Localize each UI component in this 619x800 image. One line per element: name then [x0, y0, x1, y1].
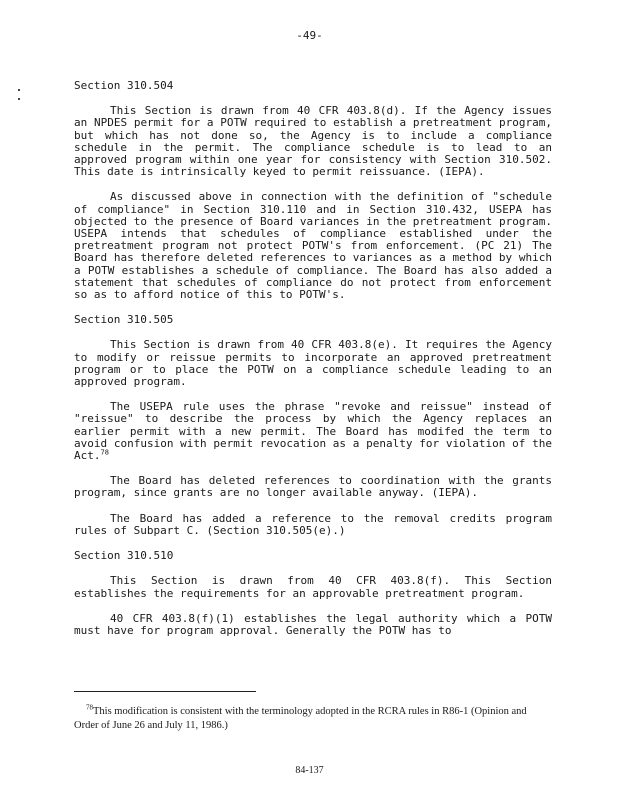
paragraph: This Section is drawn from 40 CFR 403.8(d). If the Agency issues an NPDES permit for a POTW required to establish a pretreatment program, but which has not done so, the Agency is to include a compliance schedule in the permit. The compliance schedule is to lead to an approved program within one year for consistency with Section 310.502. This date is intrinsically keyed to permit reissuance. (IEPA). — [74, 104, 552, 179]
footnote — [74, 705, 552, 733]
body-text — [74, 80, 552, 650]
paragraph: As discussed above in connection with the definition of "schedule of compliance" in Section 310.110 and in Section 310.432, USEPA has objected to the presence of Board variances in the pretreatment program. USEPA intends that schedules of compliance established under the pretreatment program not protect POTW's from enforcement. (PC 21) The Board has therefore deleted references to variances as a method by which a POTW establishes a schedule of compliance. The Board has also added a statement that schedules of compliance do not protect from enforcement so as to afford notice of this to POTW's. — [74, 190, 552, 302]
paragraph: 40 CFR 403.8(f)(1) establishes the legal authority which a POTW must have for program approval. Generally the POTW has to — [74, 611, 552, 637]
section-heading-310-504: Section 310.504 — [74, 79, 174, 92]
page-footer-number: 84-137 — [295, 765, 324, 776]
footnote-number: 78 — [86, 703, 93, 712]
paragraph-with-footnote — [74, 401, 552, 462]
section-heading-310-510: Section 310.510 — [74, 549, 174, 563]
paragraph: The Board has added a reference to the removal credits program rules of Subpart C. (Section 310.505(e).) — [74, 511, 552, 537]
section-heading-310-505: Section 310.505 — [74, 313, 174, 327]
scan-speck — [18, 98, 20, 100]
paragraph: The Board has deleted references to coordination with the grants program, since grants are no longer available anyway. (IEPA). — [74, 474, 552, 500]
paragraph-text: The USEPA rule uses the phrase "revoke and reissue" instead of "reissue" to describe the process by which the Agency replaces an earlier permit with a new permit. The Board has modifed the term to avoid confusion with permit revocation as a penalty for violation of the Act. — [74, 400, 552, 463]
footnote-marker: 78 — [100, 448, 109, 457]
page-number: -49- — [296, 29, 323, 42]
footnote-text: This modification is consistent with the terminology adopted in the RCRA rules in R86-1 (Opinion and Order of June 26 and July 11, 1986.) — [74, 706, 527, 731]
footnote-divider — [74, 691, 256, 692]
scan-speck — [18, 89, 20, 91]
paragraph: This Section is drawn from 40 CFR 403.8(f). This Section establishes the requirements for an approvable pretreatment program. — [74, 574, 552, 600]
paragraph: This Section is drawn from 40 CFR 403.8(e). It requires the Agency to modify or reissue permits to incorporate an approved pretreatment program or to place the POTW on a compliance schedule leading to an approved program. — [74, 338, 552, 389]
